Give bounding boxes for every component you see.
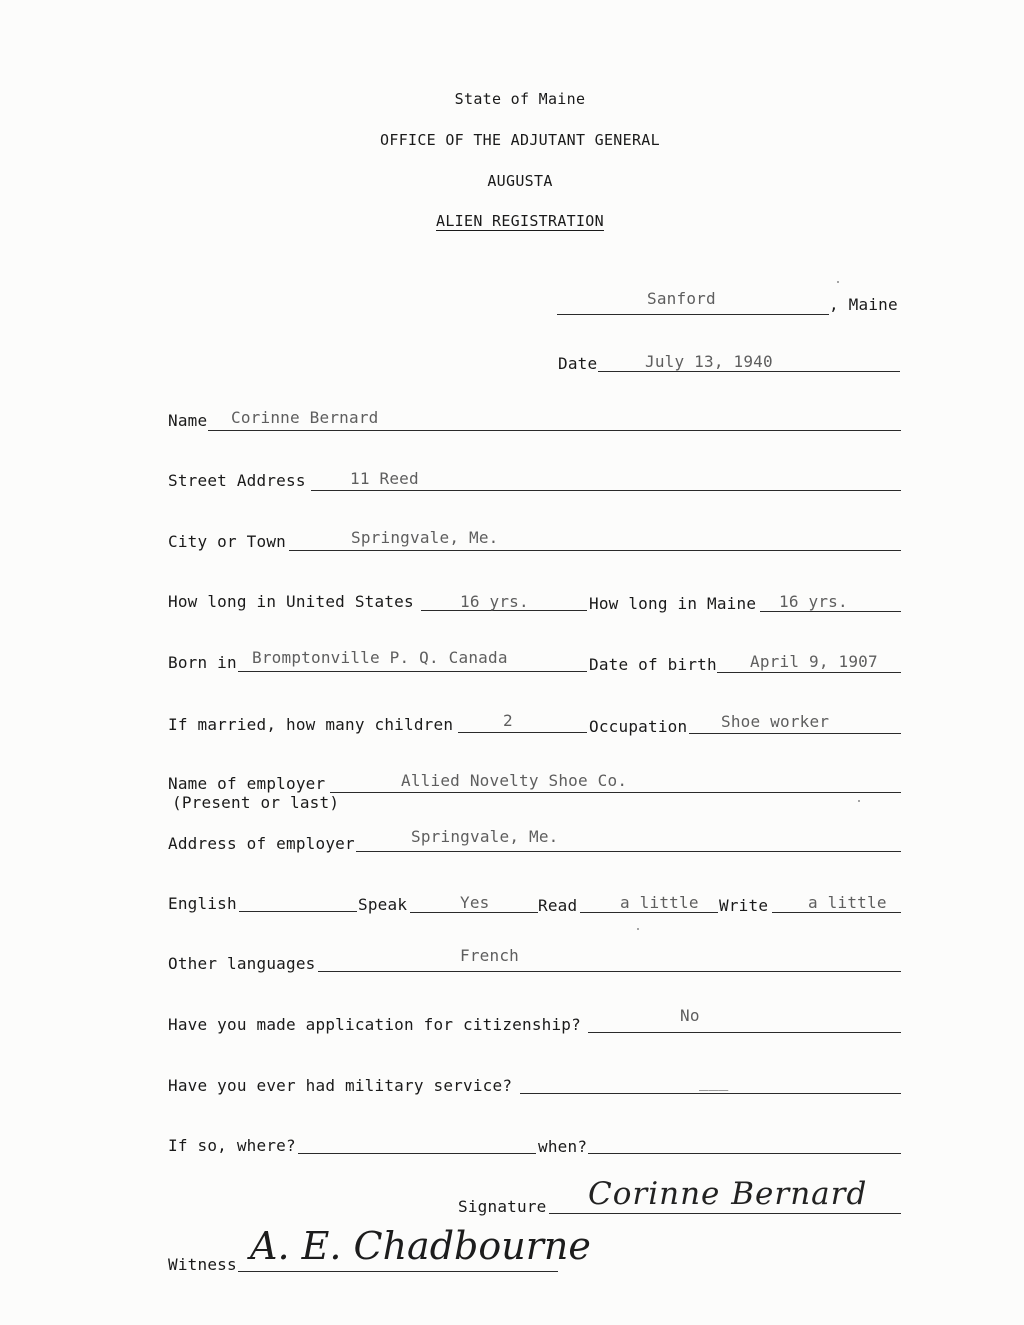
employer-value: Allied Novelty Shoe Co. (401, 771, 628, 790)
maine-duration-value: 16 yrs. (779, 592, 848, 611)
place-town-value: Sanford (647, 289, 716, 308)
witness-handwritten: A. E. Chadbourne (250, 1224, 591, 1268)
write-line (772, 912, 901, 913)
date-label: Date (558, 354, 598, 373)
date-value: July 13, 1940 (645, 352, 773, 371)
english-label: English (168, 894, 237, 913)
english-line (239, 911, 357, 912)
place-line (557, 314, 829, 315)
employer-address-value: Springvale, Me. (411, 827, 559, 846)
name-label: Name (168, 411, 208, 430)
signature-handwritten: Corinne Bernard (588, 1176, 868, 1212)
city-line (289, 550, 901, 551)
citizenship-label: Have you made application for citizenship? (168, 1015, 581, 1034)
us-duration-label: How long in United States (168, 592, 414, 611)
street-value: 11 Reed (350, 469, 419, 488)
other-languages-line (318, 971, 901, 972)
born-value: Bromptonville P. Q. Canada (252, 648, 508, 667)
header-title-wrap (0, 212, 1024, 230)
occupation-line (689, 733, 901, 734)
children-line (458, 732, 587, 733)
header-state: State of Maine (454, 90, 586, 108)
street-label: Street Address (168, 471, 306, 490)
header-city: AUGUSTA (487, 172, 553, 190)
citizenship-value: No (680, 1006, 700, 1025)
military-line (520, 1093, 901, 1094)
speak-label: Speak (358, 895, 408, 914)
signature-label: Signature (458, 1197, 547, 1216)
form-title: ALIEN REGISTRATION (436, 212, 604, 230)
maine-duration-line (760, 611, 901, 612)
speak-line (410, 912, 538, 913)
dob-value: April 9, 1907 (750, 652, 878, 671)
read-value: a little (620, 893, 699, 912)
header-office: OFFICE OF THE ADJUTANT GENERAL (380, 131, 660, 149)
city-value: Springvale, Me. (351, 528, 499, 547)
when-line (588, 1153, 901, 1154)
read-line (580, 912, 718, 913)
where-label: If so, where? (168, 1136, 296, 1155)
speck (637, 928, 639, 930)
where-line (298, 1153, 536, 1154)
military-label: Have you ever had military service? (168, 1076, 513, 1095)
maine-duration-label: How long in Maine (589, 594, 757, 613)
speck (837, 281, 839, 283)
dob-line (717, 672, 901, 673)
born-line (238, 671, 587, 672)
other-languages-value: French (460, 946, 519, 965)
name-value: Corinne Bernard (231, 408, 379, 427)
date-line (598, 371, 900, 372)
employer-address-label: Address of employer (168, 834, 355, 853)
place-state-label: , Maine (829, 295, 898, 314)
signature-line (549, 1213, 901, 1214)
city-label: City or Town (168, 532, 286, 551)
us-duration-value: 16 yrs. (460, 592, 529, 611)
employer-address-line (356, 851, 901, 852)
military-value: ___ (699, 1072, 729, 1091)
name-line (208, 430, 901, 431)
citizenship-line (588, 1032, 901, 1033)
speck (858, 800, 860, 802)
witness-label: Witness (168, 1255, 237, 1274)
speak-value: Yes (460, 893, 490, 912)
write-label: Write (719, 896, 769, 915)
write-value: a little (808, 893, 887, 912)
children-label: If married, how many children (168, 715, 454, 734)
read-label: Read (538, 896, 578, 915)
born-label: Born in (168, 653, 237, 672)
employer-line (330, 792, 901, 793)
occupation-label: Occupation (589, 717, 688, 736)
street-line (311, 490, 901, 491)
witness-line (238, 1271, 558, 1272)
other-languages-label: Other languages (168, 954, 316, 973)
occupation-value: Shoe worker (721, 712, 830, 731)
employer-sublabel: (Present or last) (172, 793, 340, 812)
children-value: 2 (503, 711, 513, 730)
dob-label: Date of birth (589, 655, 717, 674)
employer-label: Name of employer (168, 774, 326, 793)
when-label: when? (538, 1137, 588, 1156)
